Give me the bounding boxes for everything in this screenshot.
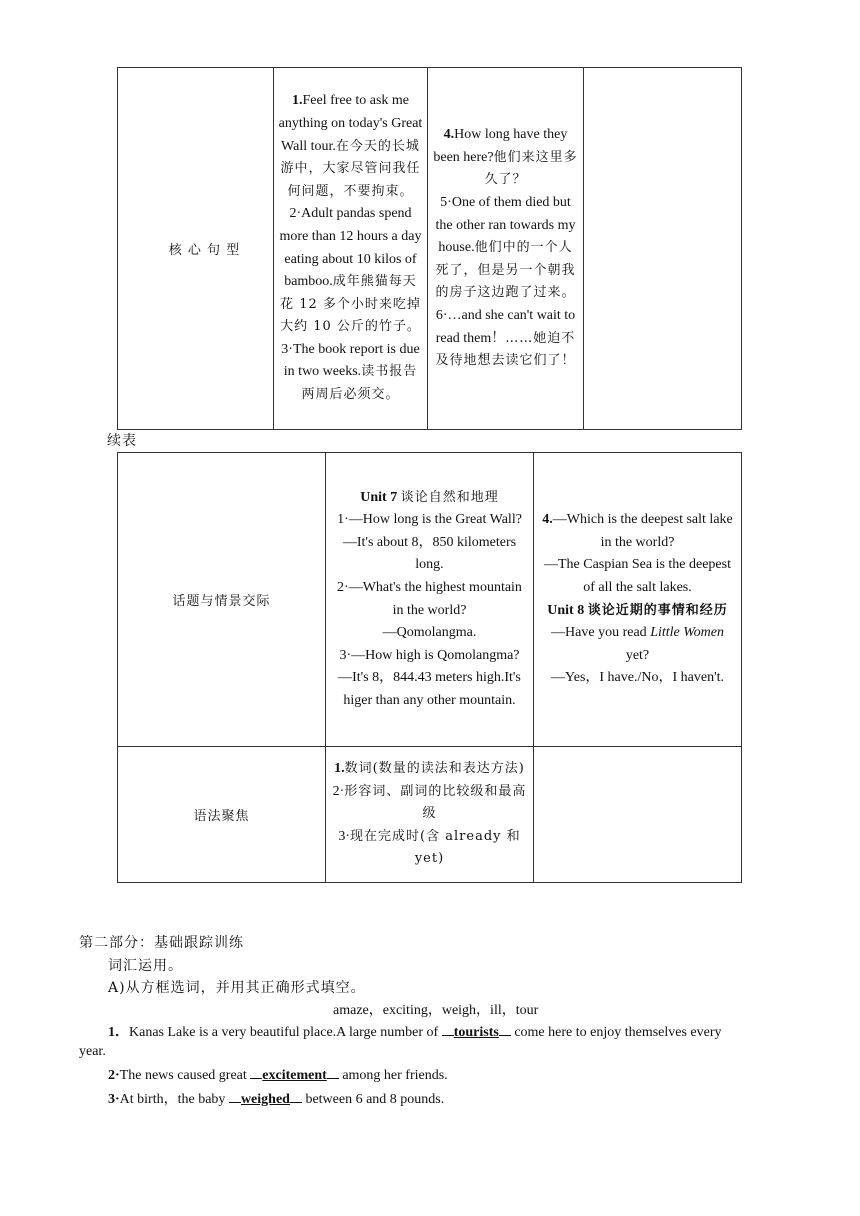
grammar-1: 1.数词(数量的读法和表达方法) [334, 761, 525, 777]
dialog-2: 2·—What's the highest mountain in the world? [337, 579, 522, 618]
row-label-core-sentences: 核 心 句 型 [118, 68, 274, 430]
core-sentences-col1 [274, 68, 428, 430]
question-1: 1．Kanas Lake is a very beautiful place.A large number of tourists come here to enjoy themselves every [108, 1025, 722, 1040]
section-title: 第二部分：基础跟踪训练 [79, 935, 244, 951]
sentence-2: 2·Adult pandas spend more than 12 hours a day eating about 10 kilos of bamboo.成年熊猫每天花 12 多个小时来吃掉大约 10 公斤的竹子。 [279, 206, 422, 335]
sentence-1: 1.Feel free to ask me anything on today's Great Wall tour.在今天的长城游中，大家尽管问我任何问题，不要拘束。 [278, 93, 423, 199]
section-subtitle: 词汇运用。 [108, 958, 183, 974]
empty-cell [534, 747, 742, 883]
topics-col2 [534, 453, 742, 747]
row-label-topics: 话题与情景交际 [118, 453, 326, 747]
sentence-5: 5·One of them died but the other ran towards my house.他们中的一个人死了，但是另一个朝我的房子这边跑了过来。 [435, 195, 576, 301]
question-2: 2·The news caused great excitement among her friends. [108, 1068, 448, 1083]
dialog-2-answer: —Qomolangma. [382, 625, 477, 641]
answer-3: weighed [240, 1092, 290, 1107]
sentence-4: 4.How long have they been here?他们来这里多久了？ [433, 127, 578, 188]
dialog-3: 3·—How high is Qomolangma? [339, 647, 520, 663]
dialog-4-answer: —The Caspian Sea is the deepest of all the salt lakes. [543, 557, 731, 595]
core-sentences-table [117, 67, 742, 430]
dialog-1: 1·—How long is the Great Wall? [337, 512, 522, 528]
topics-grammar-table [117, 452, 742, 883]
continued-label: 续表 [107, 433, 137, 449]
empty-cell [584, 68, 742, 430]
dialog-4: 4.—Which is the deepest salt lake in the world? [542, 512, 733, 550]
unit8-heading: Unit 8 谈论近期的事情和经历 [547, 602, 728, 618]
topics-col1 [326, 453, 534, 747]
sentence-3: 3·The book report is due in two weeks.读书报告两周后必须交。 [281, 341, 420, 403]
dialog-5-answer: —Yes，I have./No，I haven't. [551, 670, 724, 686]
word-box: amaze，exciting，weigh，ill，tour [333, 1003, 539, 1018]
unit7-heading: Unit 7 谈论自然和地理 [360, 489, 499, 505]
dialog-5: —Have you read Little Women yet? [551, 625, 724, 663]
row-label-grammar: 语法聚焦 [118, 747, 326, 883]
section-instruction: A)从方框选词，并用其正确形式填空。 [108, 980, 366, 996]
sentence-6: 6·…and she can't wait to read them！……她迫不及待地想去读它们了！ [435, 307, 576, 369]
grammar-3: 3·现在完成时(含 already 和 yet) [338, 828, 521, 867]
grammar-2: 2·形容词、副词的比较级和最高级 [332, 783, 527, 822]
dialog-1-answer: —It's about 8，850 kilometers long. [342, 534, 517, 573]
question-1-wrap: year. [79, 1044, 106, 1059]
grammar-col1 [326, 747, 534, 883]
answer-2: excitement [262, 1068, 327, 1083]
answer-1: tourists [453, 1025, 499, 1040]
core-sentences-col2 [428, 68, 584, 430]
question-3: 3·At birth，the baby weighed between 6 and 8 pounds. [108, 1092, 445, 1107]
dialog-3-answer: —It's 8，844.43 meters high.It's higer than any other mountain. [338, 670, 521, 708]
